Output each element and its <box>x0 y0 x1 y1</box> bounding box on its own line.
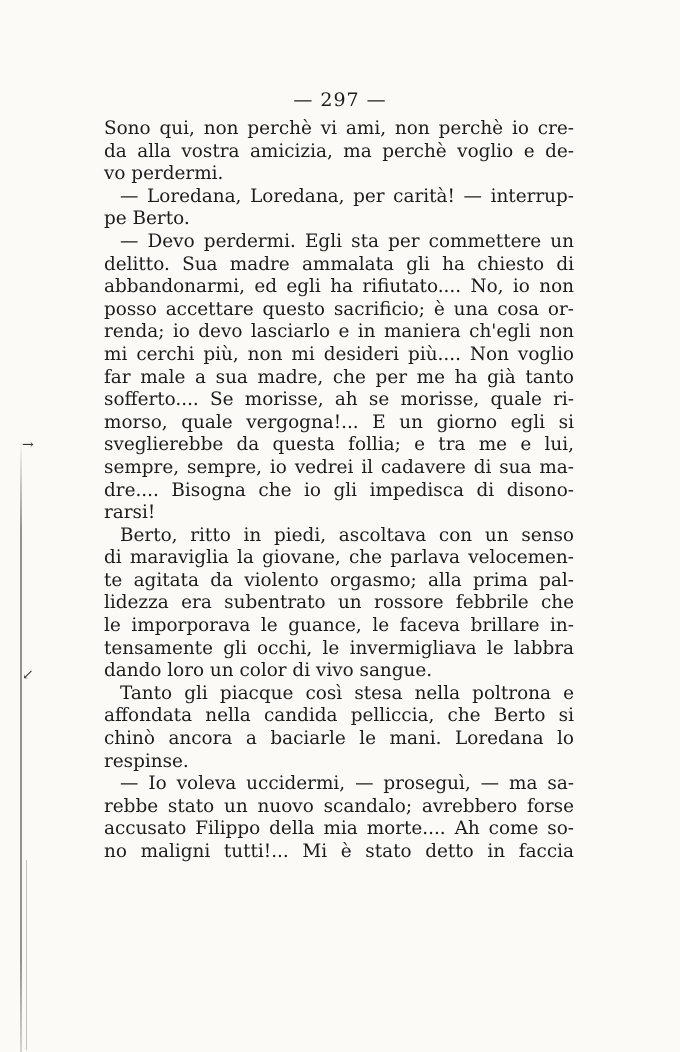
text-line: te agitata da violento orgasmo; alla prima pal- <box>104 569 574 591</box>
text-line: tensamente gli occhi, le invermigliava le labbra <box>104 637 574 659</box>
text-line: — Io voleva uccidermi, — proseguì, — ma sa- <box>120 773 574 795</box>
text-line: dando loro un color di vivo sangue. <box>104 660 433 682</box>
text-line: — Devo perdermi. Egli sta per commettere un <box>120 230 574 252</box>
page-binding-edge <box>20 440 22 1052</box>
text-line: sveglierebbe da questa follia; e tra me e lui, <box>104 434 574 456</box>
text-line: chinò ancora a baciarle le mani. Loredana lo <box>104 728 574 750</box>
text-line: abbandonarmi, ed egli ha rifiutato.... No, io non <box>104 276 574 298</box>
text-line: Sono qui, non perchè vi ami, non perchè io cre- <box>104 118 574 139</box>
text-line: da alla vostra amicizia, ma perchè voglio e de- <box>104 140 574 162</box>
margin-mark-lower: ↙ <box>22 667 34 683</box>
text-line: morso, quale vergogna!... E un giorno egli si <box>104 411 574 433</box>
text-line: mi cerchi più, non mi desideri più.... Non voglio <box>104 343 574 365</box>
page-binding-shadow <box>26 860 27 1050</box>
text-line: renda; io devo lasciarlo e in maniera ch'egli non <box>104 321 574 343</box>
text-line: — Loredana, Loredana, per carità! — interrup- <box>120 185 574 207</box>
text-line: far male a sua madre, che per me ha già tanto <box>104 366 574 388</box>
text-line: dre.... Bisogna che io gli impedisca di disono- <box>104 479 574 501</box>
text-line: le imporporava le guance, le faceva brillare in- <box>104 615 574 637</box>
text-line: sofferto.... Se morisse, ah se morisse, quale ri- <box>104 389 574 411</box>
text-line: di maraviglia la giovane, che parlava velocemen- <box>104 547 574 569</box>
text-line: delitto. Sua madre ammalata gli ha chiesto di <box>104 253 574 275</box>
margin-mark-upper: → <box>22 437 34 453</box>
body-text <box>104 118 574 864</box>
text-line: respinse. <box>104 750 189 772</box>
text-line: Tanto gli piacque così stesa nella poltrona e <box>120 682 574 704</box>
text-line: rebbe stato un nuovo scandalo; avrebbero forse <box>104 795 574 817</box>
text-line: Berto, ritto in piedi, ascoltava con un senso <box>120 524 574 546</box>
text-line: rarsi! <box>104 502 156 524</box>
text-line: pe Berto. <box>104 208 190 230</box>
text-line: sempre, sempre, io vedrei il cadavere di sua ma- <box>104 456 574 478</box>
text-line: no maligni tutti!... Mi è stato detto in faccia <box>104 841 574 862</box>
page-number: — 297 — <box>293 89 387 111</box>
text-line: affondata nella candida pelliccia, che Berto si <box>104 705 574 727</box>
text-line: vo perdermi. <box>104 163 224 185</box>
text-line: lidezza era subentrato un rossore febbrile che <box>104 592 574 614</box>
text-line: accusato Filippo della mia morte.... Ah come so- <box>104 818 574 840</box>
text-line: posso accettare questo sacrificio; è una cosa or- <box>104 298 574 320</box>
